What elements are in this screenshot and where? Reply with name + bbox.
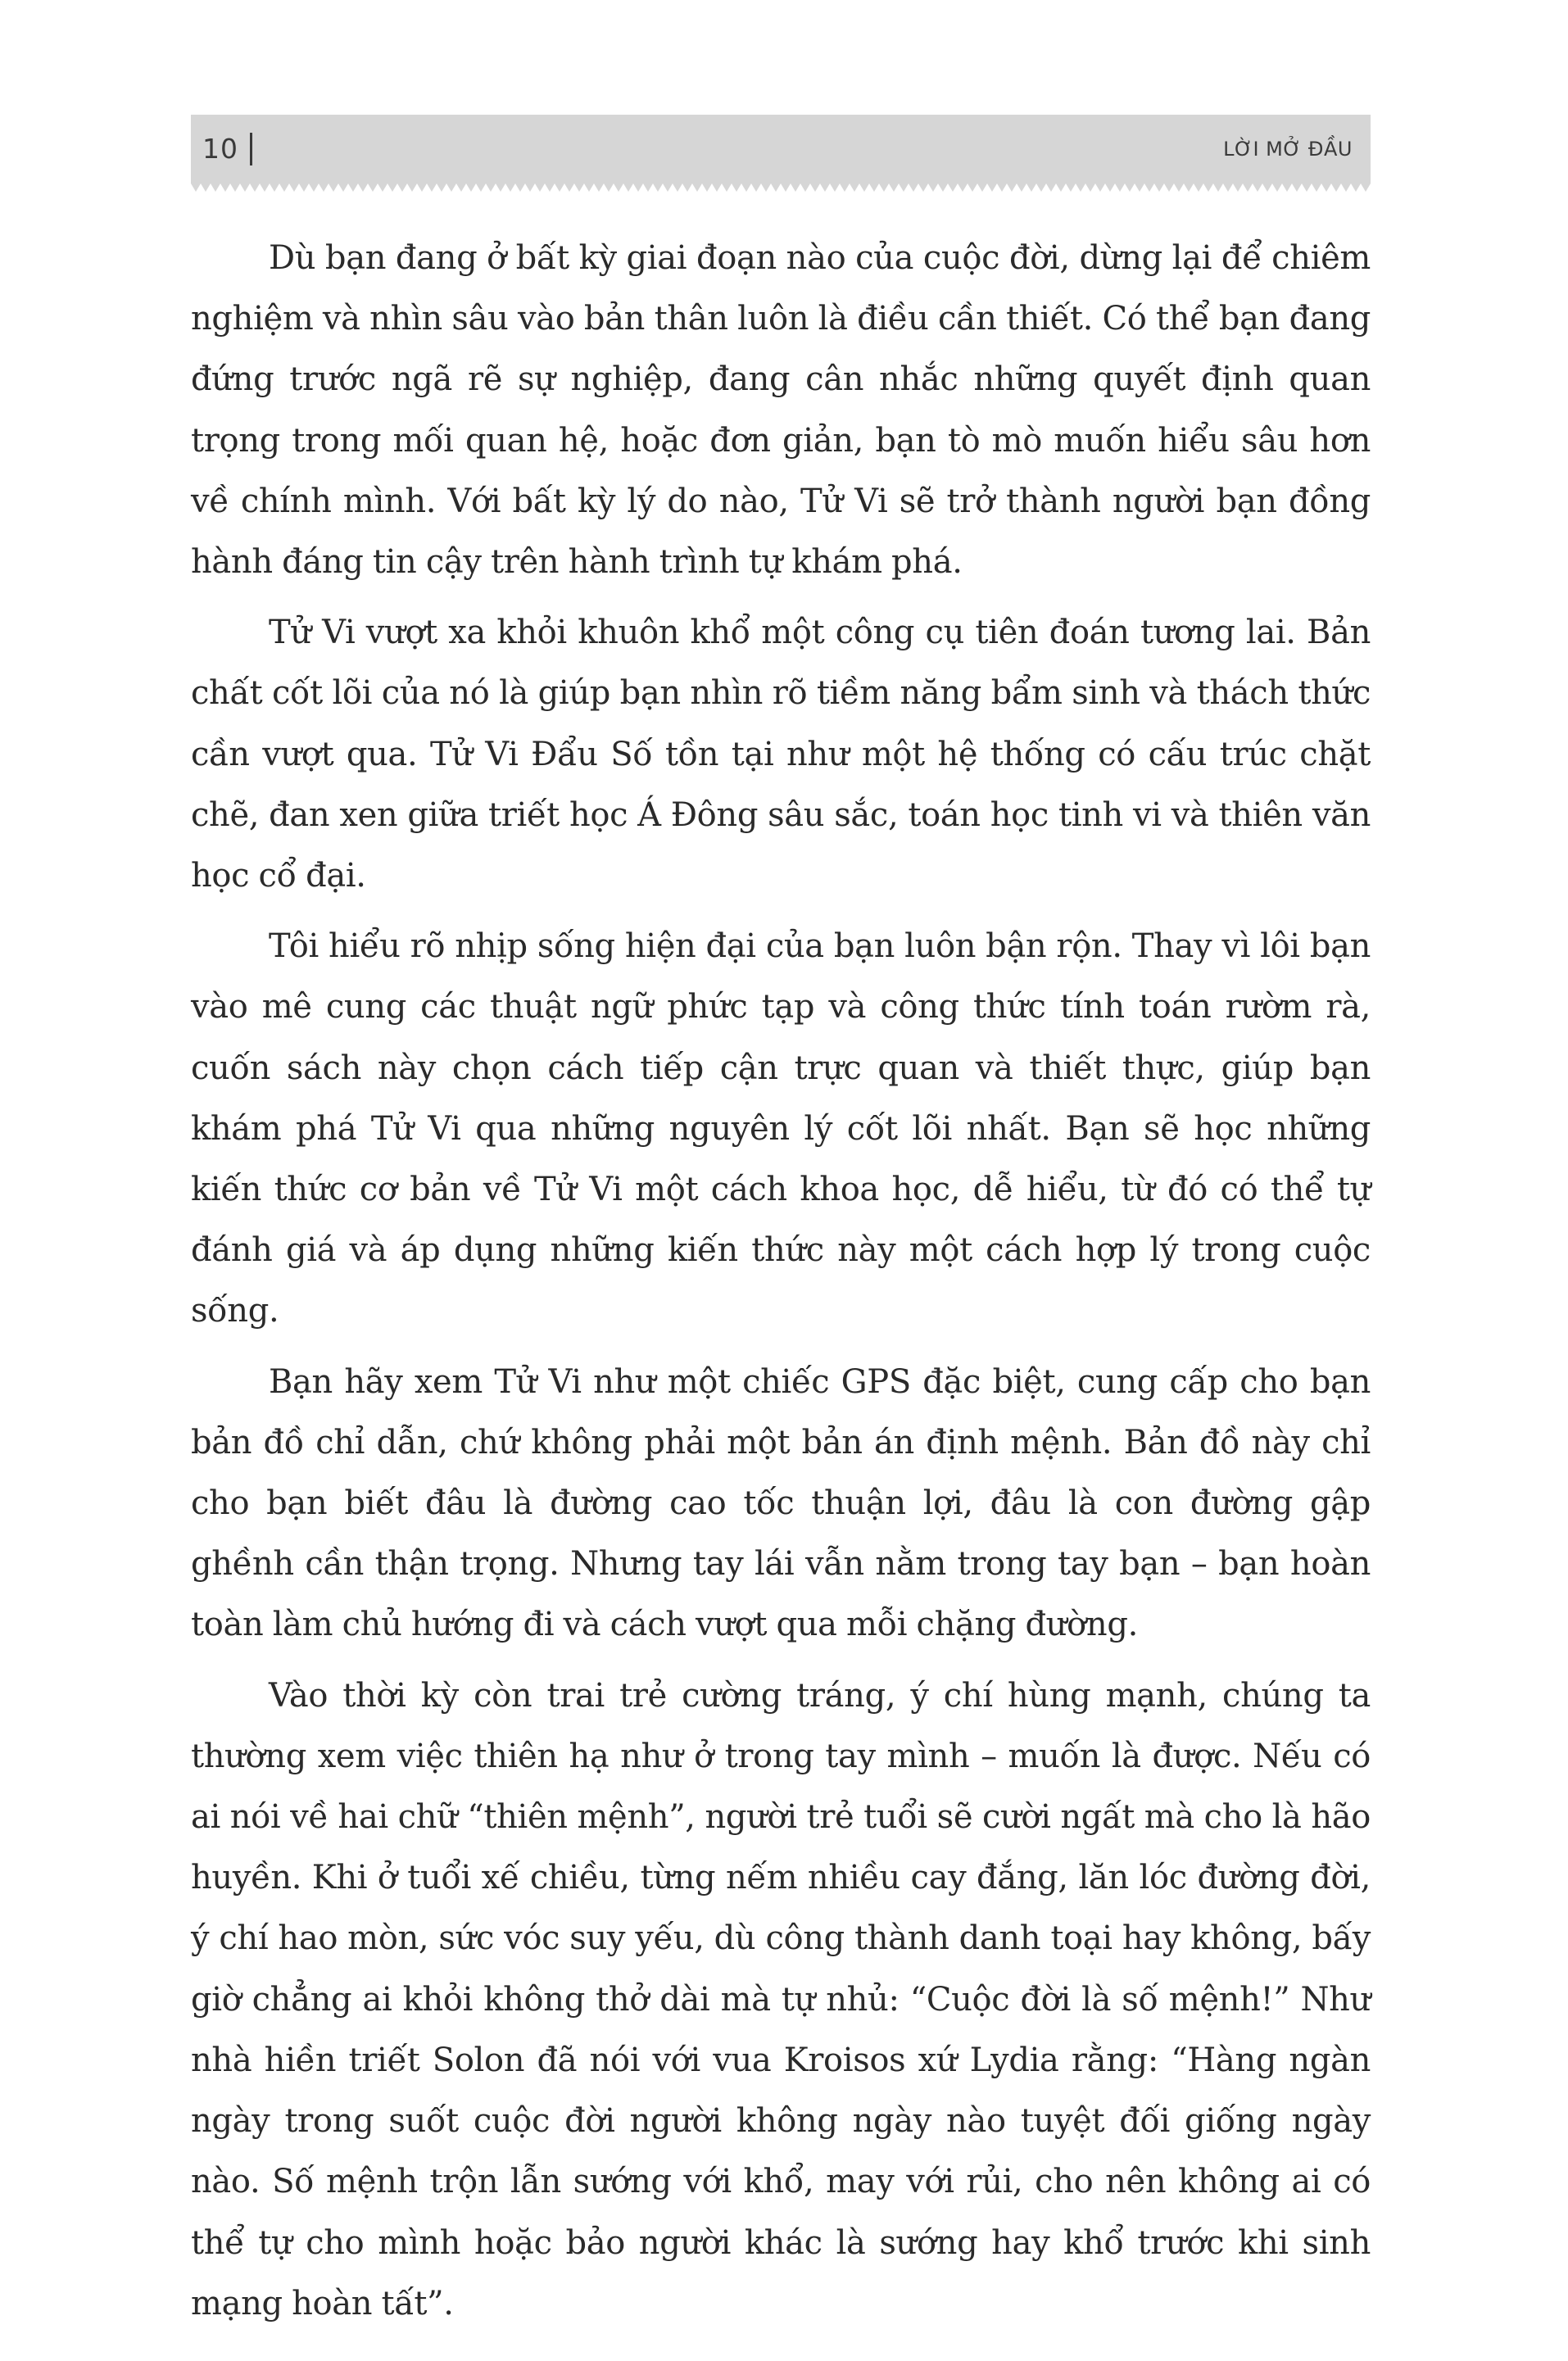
body-text: [191, 228, 1371, 2344]
paragraph-5: Vào thời kỳ còn trai trẻ cường tráng, ý chí hùng mạnh, chúng ta thường xem việc thiên hạ như ở trong tay mình – muốn là được. Nếu có ai nói về hai chữ “thiên mệnh”, người trẻ tuổi sẽ cười ngất mà cho là hão huyền. Khi ở tuổi xế chiều, từng nếm nhiều cay đắng, lăn lóc đường đời, ý chí hao mòn, sức vóc suy yếu, dù công thành danh toại hay không, bấy giờ chẳng ai khỏi không thở dài mà tự nhủ: “Cuộc đời là số mệnh!” Như nhà hiền triết Solon đã nói với vua Kroisos xứ Lydia rằng: “Hàng ngàn ngày trong suốt cuộc đời người không ngày nào tuyệt đối giống ngày nào. Số mệnh trộn lẫn sướng với khổ, may với rủi, cho nên không ai có thể tự cho mình hoặc bảo người khác là sướng hay khổ trước khi sinh mạng hoàn tất”.: [191, 1676, 1371, 2322]
header-zigzag-edge: [191, 184, 1371, 192]
paragraph-3: Tôi hiểu rõ nhịp sống hiện đại của bạn luôn bận rộn. Thay vì lôi bạn vào mê cung các thuật ngữ phức tạp và công thức tính toán rườm rà, cuốn sách này chọn cách tiếp cận trực quan và thiết thực, giúp bạn khám phá Tử Vi qua những nguyên lý cốt lõi nhất. Bạn sẽ học những kiến thức cơ bản về Tử Vi một cách khoa học, dễ hiểu, từ đó có thể tự đánh giá và áp dụng những kiến thức này một cách hợp lý trong cuộc sống.: [191, 927, 1371, 1330]
paragraph-1: Dù bạn đang ở bất kỳ giai đoạn nào của cuộc đời, dừng lại để chiêm nghiệm và nhìn sâu vào bản thân luôn là điều cần thiết. Có thể bạn đang đứng trước ngã rẽ sự nghiệp, đang cân nhắc những quyết định quan trọng trong mối quan hệ, hoặc đơn giản, bạn tò mò muốn hiểu sâu hơn về chính mình. Với bất kỳ lý do nào, Tử Vi sẽ trở thành người bạn đồng hành đáng tin cậy trên hành trình tự khám phá.: [191, 239, 1371, 582]
running-header: [191, 115, 1371, 184]
header-divider: [250, 133, 252, 165]
page-number: 10: [202, 133, 238, 165]
paragraph-4: Bạn hãy xem Tử Vi như một chiếc GPS đặc biệt, cung cấp cho bạn bản đồ chỉ dẫn, chứ không phải một bản án định mệnh. Bản đồ này chỉ cho bạn biết đâu là đường cao tốc thuận lợi, đâu là con đường gập ghềnh cần thận trọng. Nhưng tay lái vẫn nằm trong tay bạn – bạn hoàn toàn làm chủ hướng đi và cách vượt qua mỗi chặng đường.: [191, 1362, 1371, 1644]
chapter-title: LỜI MỞ ĐẦU: [1223, 138, 1353, 161]
paragraph-2: Tử Vi vượt xa khỏi khuôn khổ một công cụ tiên đoán tương lai. Bản chất cốt lõi của nó là giúp bạn nhìn rõ tiềm năng bẩm sinh và thách thức cần vượt qua. Tử Vi Đẩu Số tồn tại như một hệ thống có cấu trúc chặt chẽ, đan xen giữa triết học Á Đông sâu sắc, toán học tinh vi và thiên văn học cổ đại.: [191, 614, 1371, 895]
